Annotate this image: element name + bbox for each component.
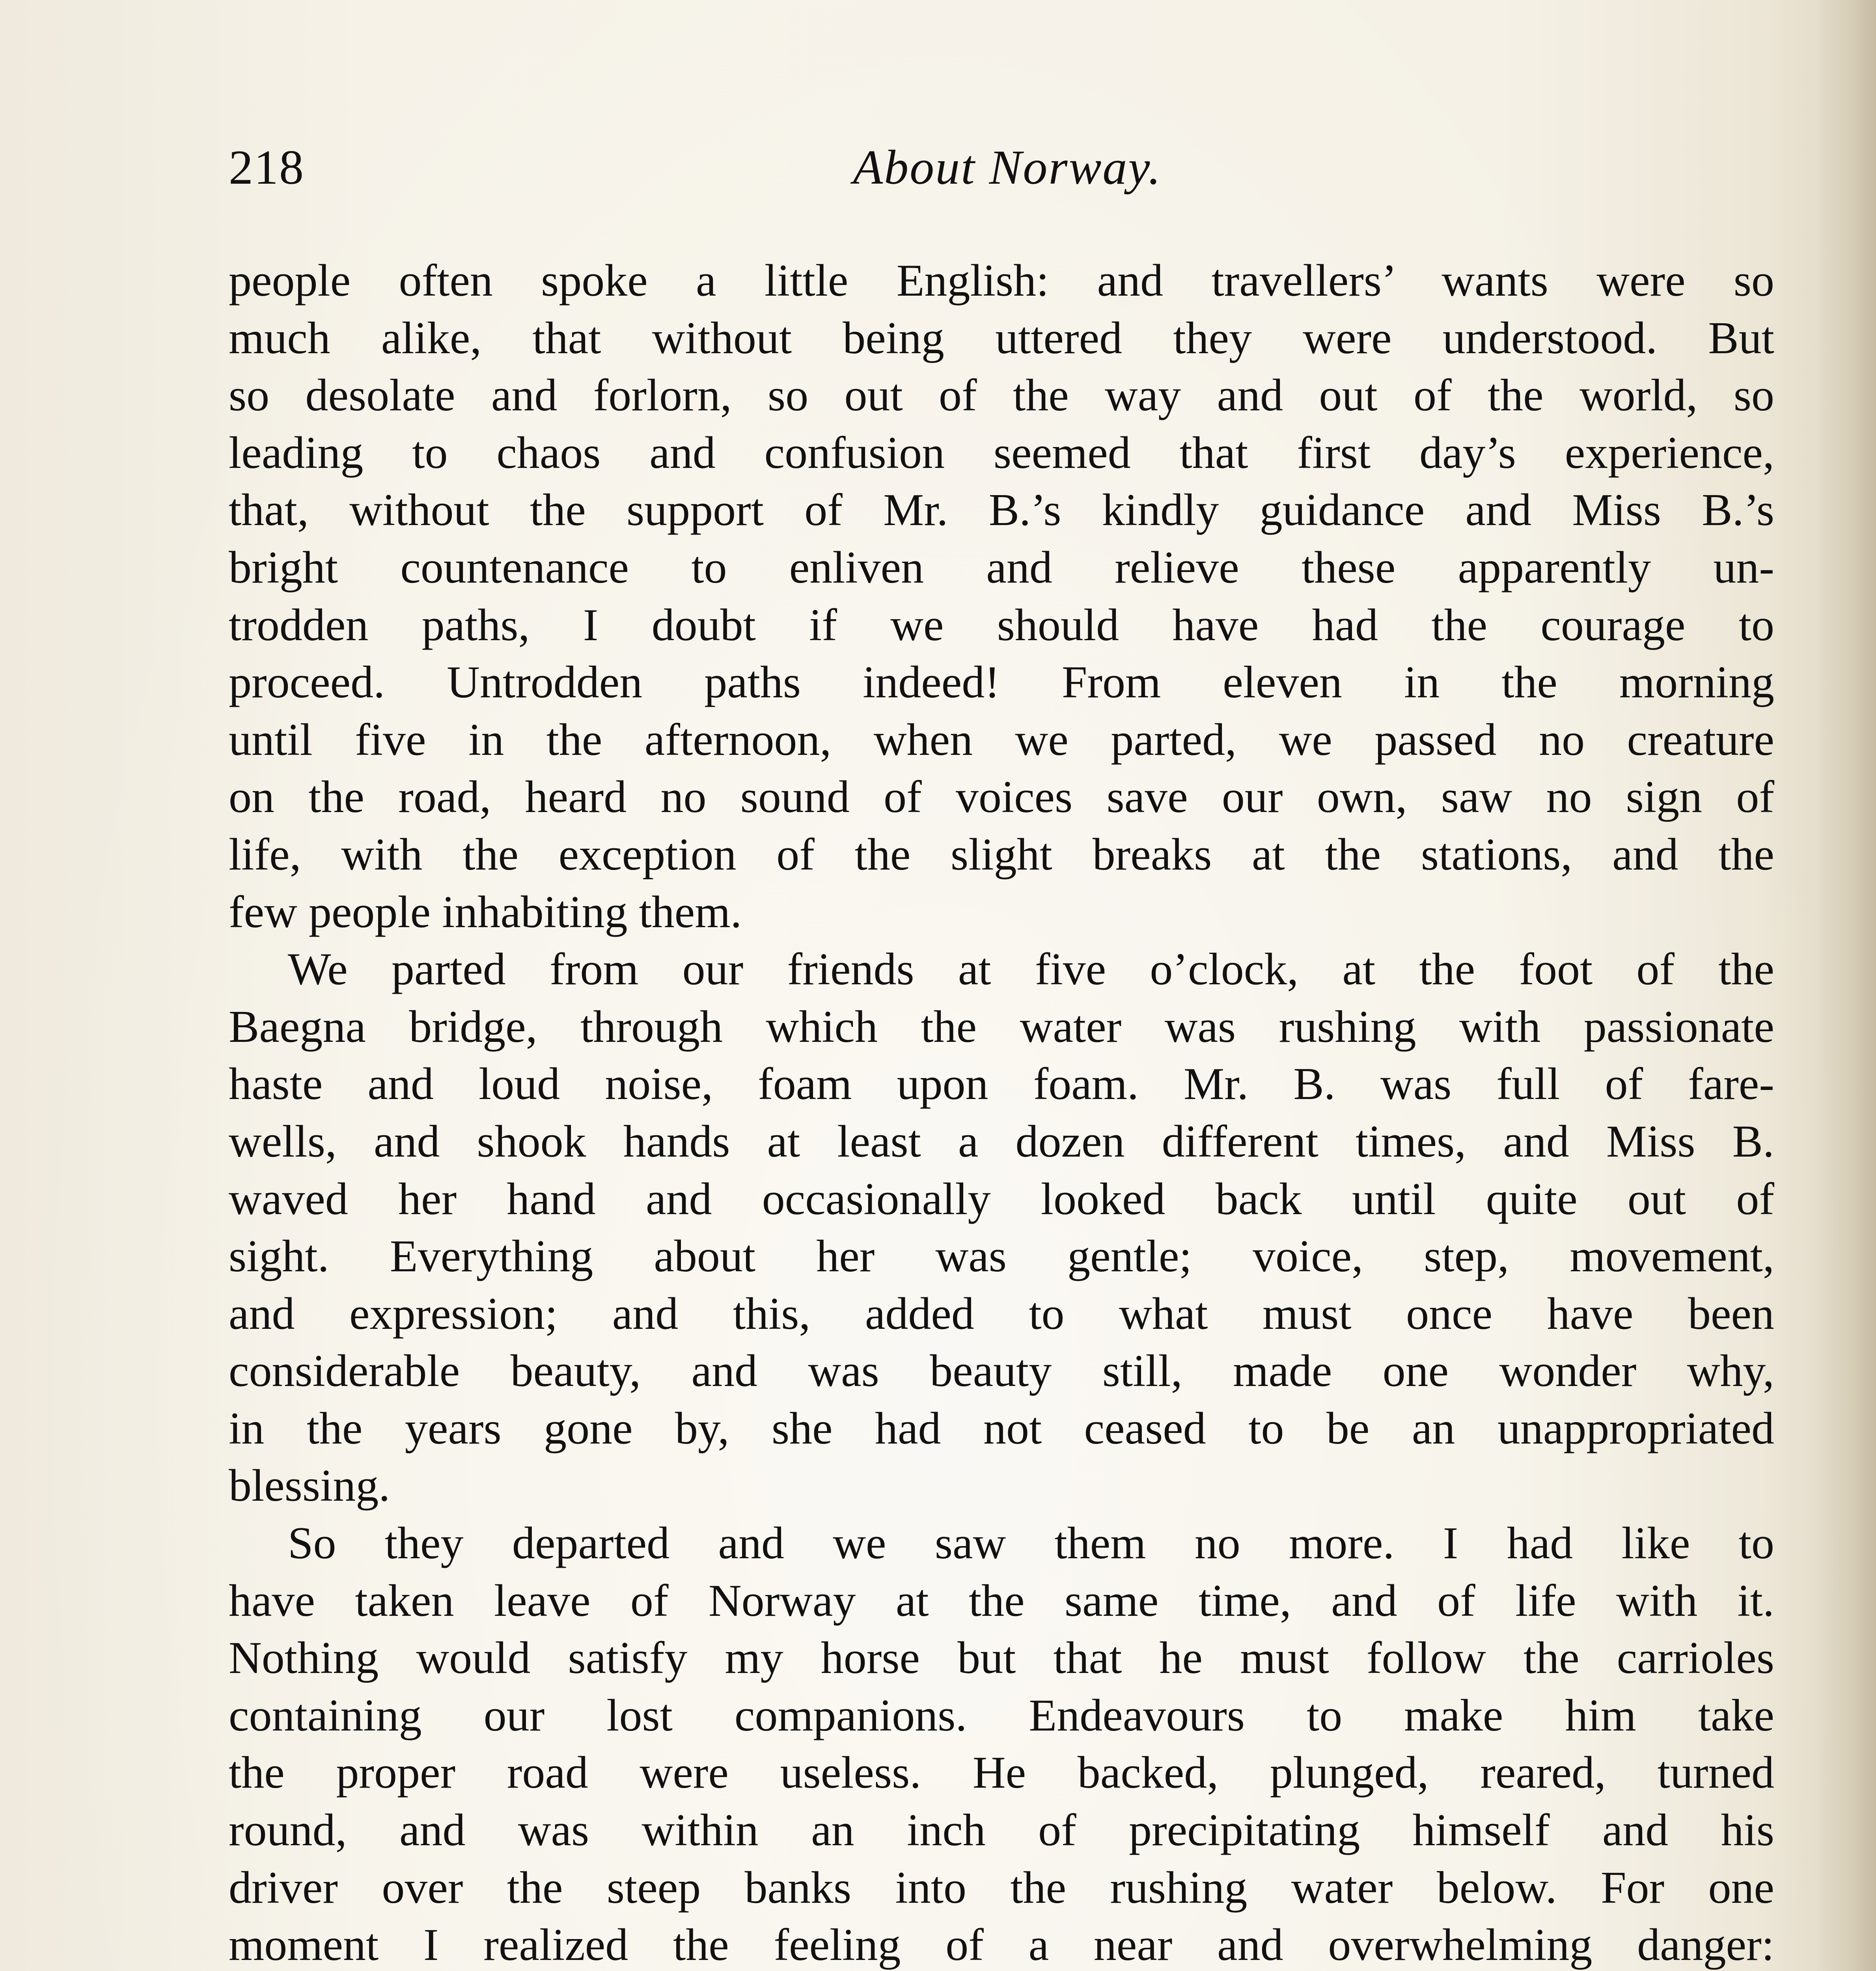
page-number: 218 [229,140,304,194]
text-line: trodden paths, I doubt if we should have had the courage to [229,600,1774,650]
text-line: have taken leave of Norway at the same time, and of life with it. [229,1575,1774,1626]
text-line: moment I realized the feeling of a near and overwhelming danger: [229,1920,1774,1971]
body-text [229,252,1774,1971]
text-line: haste and loud noise, foam upon foam. Mr. B. was full of fare- [229,1059,1774,1110]
page-header [229,140,1786,203]
text-line: on the road, heard no sound of voices save our own, saw no sign of [229,772,1774,823]
text-line: in the years gone by, she had not ceased to be an unappropriated [229,1403,1774,1454]
page-edge-shadow [1817,0,1876,1971]
text-line: sight. Everything about her was gentle; voice, step, movement, [229,1231,1774,1282]
text-line: few people inhabiting them. [229,887,742,937]
text-line: that, without the support of Mr. B.’s kindly guidance and Miss B.’s [229,485,1774,536]
text-line: life, with the exception of the slight breaks at the stations, and the [229,829,1774,880]
text-line: the proper road were useless. He backed, plunged, reared, turned [229,1747,1774,1798]
text-line: until five in the afternoon, when we parted, we passed no creature [229,714,1774,765]
text-line: containing our lost companions. Endeavours to make him take [229,1690,1774,1741]
text-line: We parted from our friends at five o’clock, at the foot of the [288,944,1774,995]
text-line: driver over the steep banks into the rushing water below. For one [229,1862,1774,1913]
text-line: So they departed and we saw them no more. I had like to [288,1518,1774,1569]
text-line: so desolate and forlorn, so out of the way and out of the world, so [229,370,1774,421]
text-line: Baegna bridge, through which the water was rushing with passionate [229,1001,1774,1052]
text-line: much alike, that without being uttered they were understood. But [229,313,1774,363]
text-line: leading to chaos and confusion seemed that first day’s experience, [229,427,1774,478]
text-line: proceed. Untrodden paths indeed! From eleven in the morning [229,657,1774,708]
text-line: waved her hand and occasionally looked back until quite out of [229,1174,1774,1224]
text-line: bright countenance to enliven and relieve these apparently un- [229,542,1774,593]
text-line: and expression; and this, added to what must once have been [229,1288,1774,1339]
text-line: wells, and shook hands at least a dozen different times, and Miss B. [229,1116,1774,1167]
text-line: considerable beauty, and was beauty still, made one wonder why, [229,1346,1774,1397]
text-line: blessing. [229,1461,390,1511]
text-line: people often spoke a little English: and travellers’ wants were so [229,255,1774,306]
text-line: Nothing would satisfy my horse but that he must follow the carrioles [229,1633,1774,1684]
text-line: round, and was within an inch of precipitating himself and his [229,1805,1774,1856]
running-title: About Norway. [853,140,1162,194]
